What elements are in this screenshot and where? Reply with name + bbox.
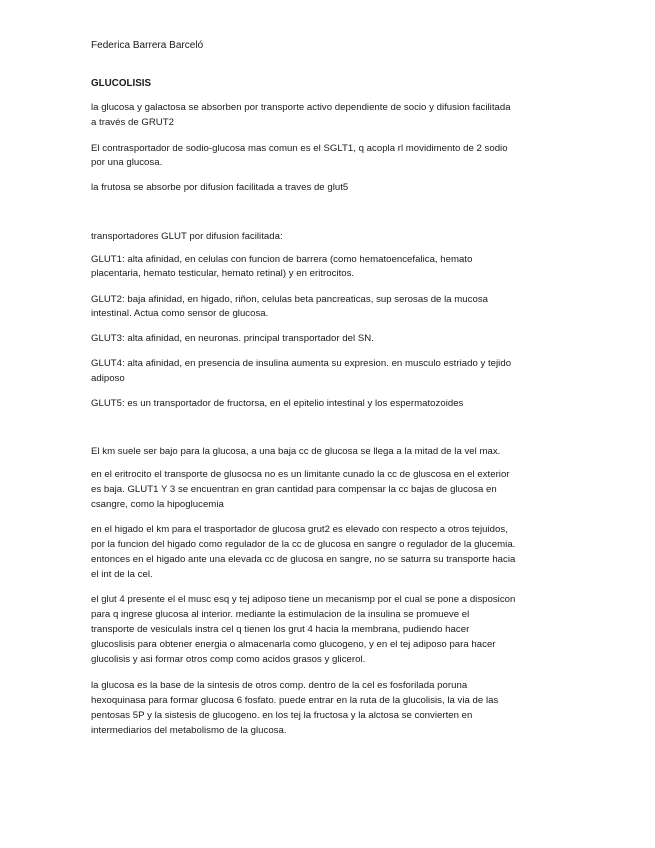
paragraph-line: a través de GRUT2 [91, 117, 174, 128]
paragraph-line: en el eritrocito el transporte de glusocsa no es un limitante cunado la cc de gluscosa en el exterior [91, 469, 510, 480]
paragraph-line: entonces en el higado ante una elevada cc de glucosa en sangre, no se saturra su transporte hacia [91, 554, 516, 565]
paragraph-line: csangre, como la hipoglucemia [91, 499, 224, 510]
paragraph-line: adiposo [91, 373, 125, 384]
paragraph-line: intestinal. Actua como sensor de glucosa. [91, 308, 269, 319]
paragraph-line: la glucosa y galactosa se absorben por transporte activo dependiente de socio y difusion facilitada [91, 102, 511, 113]
paragraph-line: es baja. GLUT1 Y 3 se encuentran en gran cantidad para compensar la cc bajas de glucosa en [91, 484, 497, 495]
paragraph-line: El contrasportador de sodio-glucosa mas comun es el SGLT1, q acopla rl movidimento de 2 sodio [91, 143, 508, 154]
paragraph-line: El km suele ser bajo para la glucosa, a una baja cc de glucosa se llega a la mitad de la vel max. [91, 446, 501, 457]
author-name: Federica Barrera Barceló [91, 40, 204, 51]
paragraph-line: GLUT5: es un transportador de fructorsa, en el epitelio intestinal y los espermatozoides [91, 398, 464, 409]
paragraph-line: GLUT4: alta afinidad, en presencia de insulina aumenta su expresion. en musculo estriado y tejido [91, 358, 512, 369]
paragraph-line: por la funcion del higado como regulador de la cc de glucosa en sangre o regulador de la glucemia. [91, 539, 516, 550]
paragraph-line: el glut 4 presente el el musc esq y tej adiposo tiene un mecanismp por el cual se pone a disposicon [91, 594, 516, 605]
paragraph-line: glucoslisis para obtener energia o almacenarla como glucogeno, y en el tej adiposo para hacer [91, 639, 496, 650]
paragraph-line: en el higado el km para el trasportador de glucosa grut2 es elevado con respecto a otros tejuidos, [91, 524, 508, 535]
paragraph-line: GLUT1: alta afinidad, en celulas con funcion de barrera (como hematoencefalica, hemato [91, 254, 473, 265]
paragraph-line: para q ingrese glucosa al interior. mediante la estimulacion de la insulina se promueve el [91, 609, 470, 620]
paragraph-line: placentaria, hemato testicular, hemato retinal) y en eritrocitos. [91, 268, 355, 279]
paragraph-line: el int de la cel. [91, 569, 153, 580]
document-title: GLUCOLISIS [91, 78, 152, 89]
paragraph-line: GLUT3: alta afinidad, en neuronas. principal transportador del SN. [91, 333, 374, 344]
paragraph-line: la frutosa se absorbe por difusion facilitada a traves de glut5 [91, 182, 349, 193]
paragraph-line: la glucosa es la base de la sintesis de otros comp. dentro de la cel es fosforilada poruna [91, 680, 468, 691]
paragraph-line: por una glucosa. [91, 157, 163, 168]
paragraph-line: pentosas 5P y la sistesis de glucogeno. en los tej la fructosa y la alctosa se convierten en [91, 710, 473, 721]
paragraph-line: transportadores GLUT por difusion facilitada: [91, 231, 283, 242]
paragraph-line: GLUT2: baja afinidad, en higado, riñon, celulas beta pancreaticas, sup serosas de la mucosa [91, 294, 488, 305]
paragraph-line: hexoquinasa para formar glucosa 6 fosfato. puede entrar en la ruta de la glucolisis, la via de las [91, 695, 499, 706]
paragraph-line: glucolisis y asi formar otros comp como acidos grasos y glicerol. [91, 654, 366, 665]
paragraph-line: intermediarios del metabolismo de la glucosa. [91, 725, 287, 736]
paragraph-line: transporte de vesiculals instra cel q tienen los grut 4 hacia la membrana, pudiendo hacer [91, 624, 470, 635]
